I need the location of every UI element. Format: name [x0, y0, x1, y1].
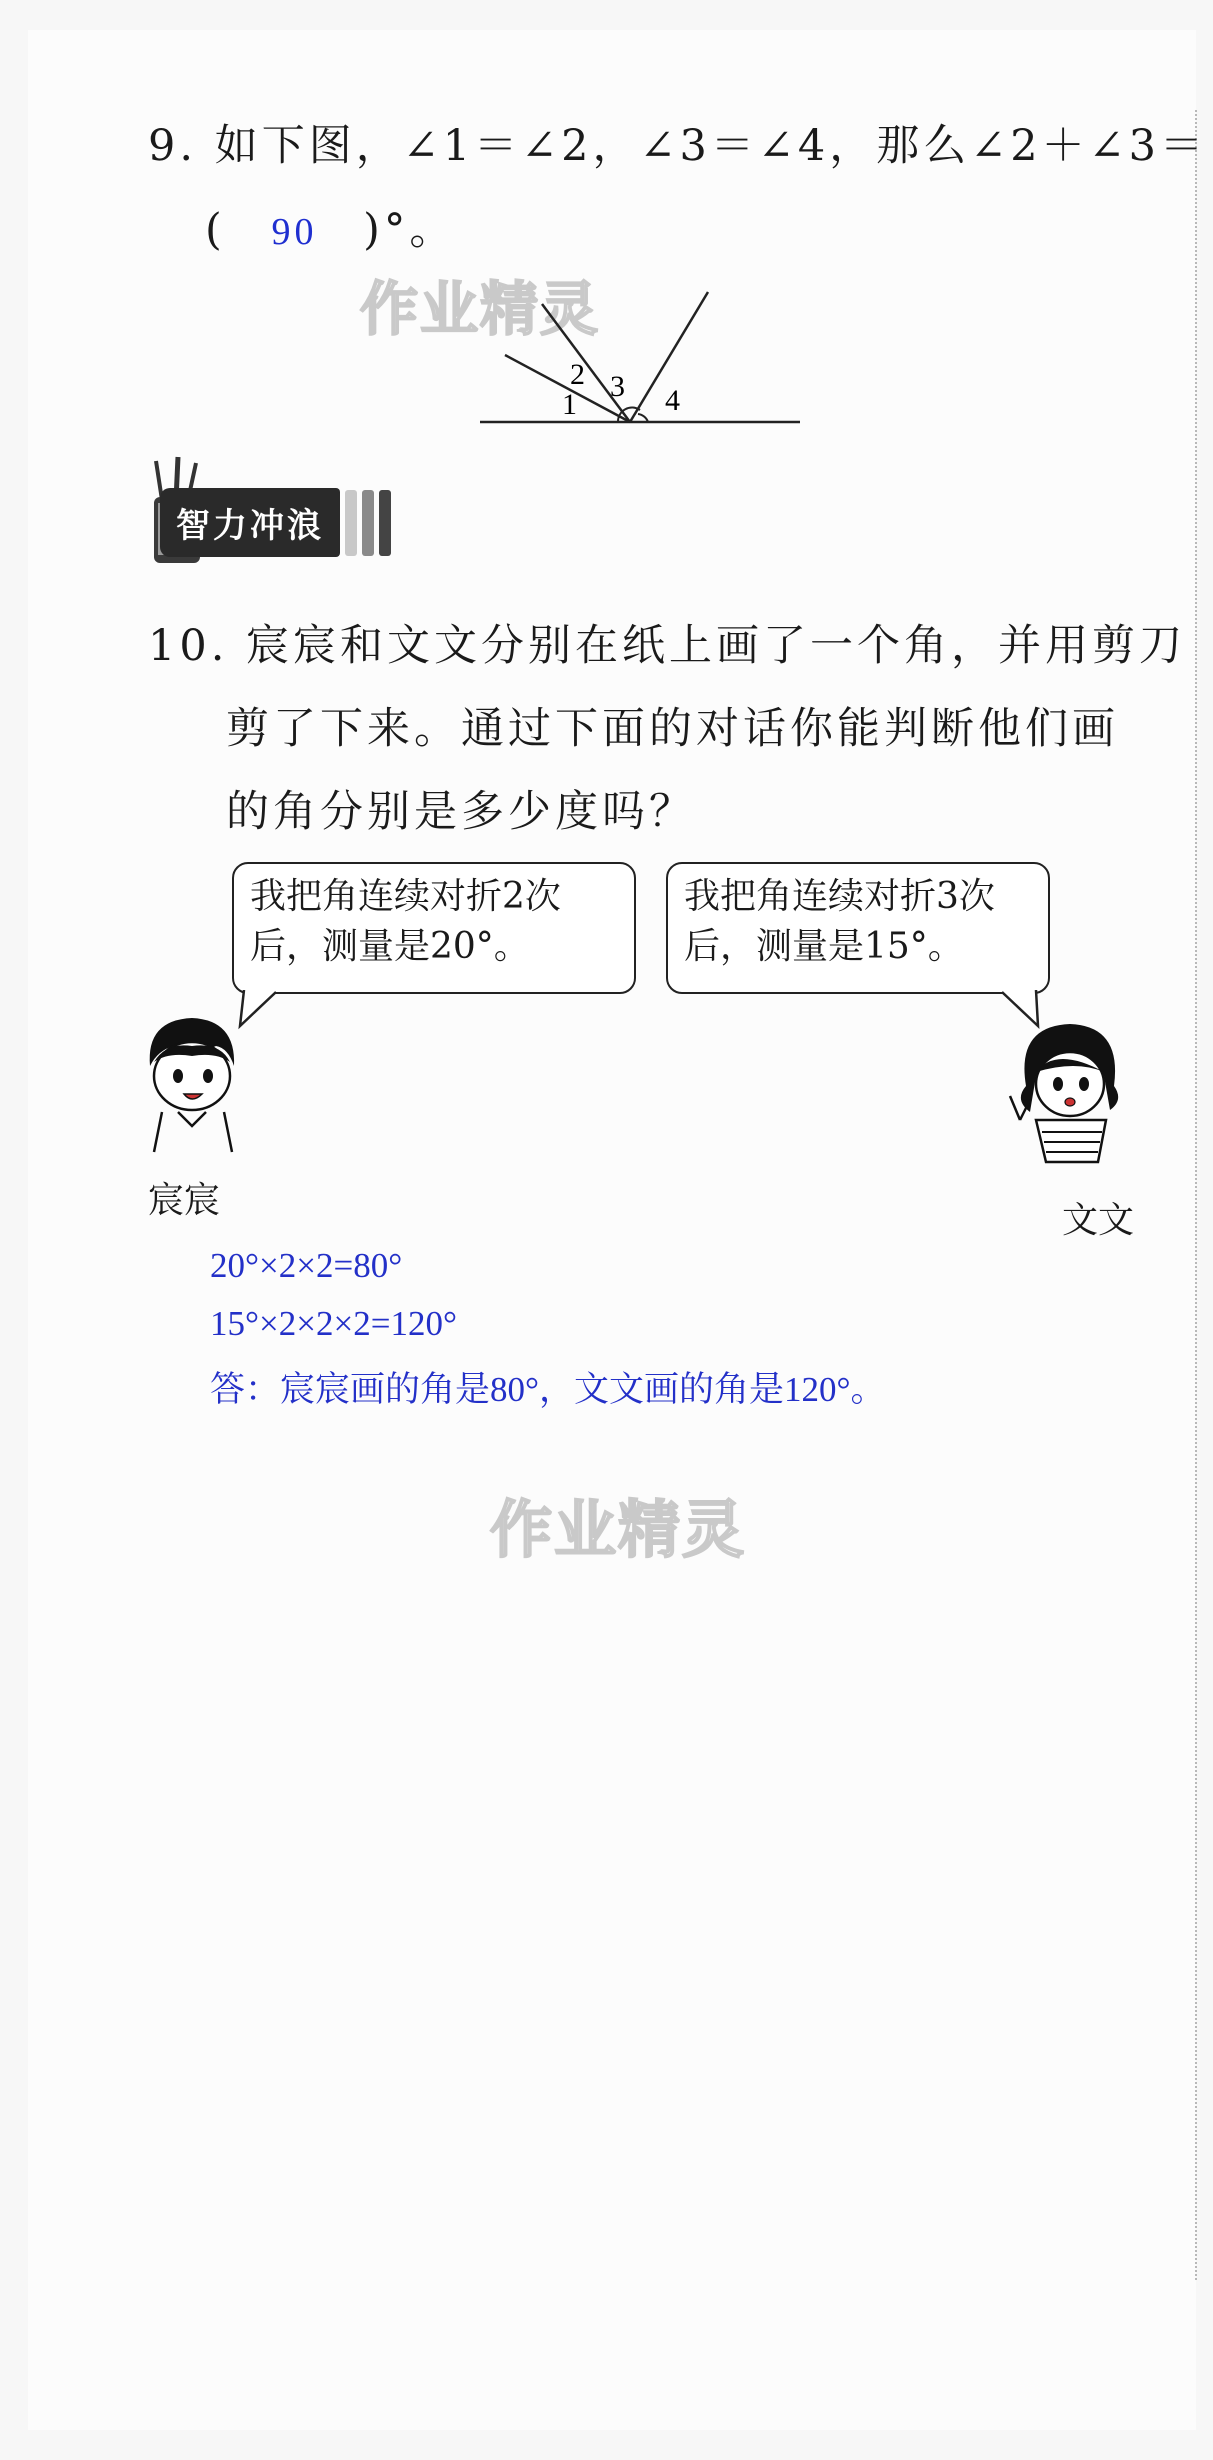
bubble-right-line-1: 我把角连续对折3次: [684, 876, 995, 917]
question-10-line-3: 的角分别是多少度吗？: [226, 787, 696, 837]
solution-line-2: 15°×2×2×2=120°: [210, 1304, 457, 1343]
blank-open: (: [205, 205, 226, 255]
solution-line-1: 20°×2×2=80°: [210, 1246, 403, 1285]
ray-2: [542, 304, 630, 422]
question-10-line-2: 剪了下来。通过下面的对话你能判断他们画: [226, 704, 1119, 754]
question-9-text: 9. 如下图，∠1＝∠2，∠3＝∠4，那么∠2＋∠3＝: [148, 121, 1208, 171]
angle-label-2: 2: [570, 358, 585, 391]
watermark: 作业精灵: [360, 275, 601, 343]
girl-character-icon: [1006, 1016, 1132, 1166]
question-10-line-1: 10. 宸宸和文文分别在纸上画了一个角，并用剪刀: [148, 621, 1187, 671]
speech-bubble-right: [666, 862, 1050, 994]
banner-bar-light: [345, 490, 357, 556]
angle-label-4: 4: [665, 384, 680, 417]
section-title: 智力冲浪: [160, 488, 340, 557]
name-wenwen: 文文: [1062, 1200, 1135, 1241]
blank-close: )°。: [363, 205, 457, 255]
angle-diagram: [470, 280, 810, 430]
answer-90: 90: [271, 211, 318, 253]
angle-label-3: 3: [610, 370, 625, 403]
banner-bar-mid: [362, 490, 374, 556]
section-banner: [160, 488, 391, 557]
name-chenchen: 宸宸: [148, 1180, 221, 1221]
bubble-left-line-1: 我把角连续对折2次: [250, 876, 561, 917]
bubble-left-line-2: 后，测量是20°。: [250, 926, 530, 967]
page-edge-line: [1195, 110, 1197, 2280]
angle-label-1: 1: [562, 388, 577, 421]
solution-answer: 答：宸宸画的角是80°，文文画的角是120°。: [210, 1370, 886, 1409]
watermark: 作业精灵: [490, 1493, 747, 1566]
boy-character-icon: [136, 1012, 246, 1162]
question-9-blank: [205, 196, 456, 257]
banner-bar-dark: [379, 490, 391, 556]
speech-bubble-left: [232, 862, 636, 994]
bubble-right-line-2: 后，测量是15°。: [684, 926, 964, 967]
